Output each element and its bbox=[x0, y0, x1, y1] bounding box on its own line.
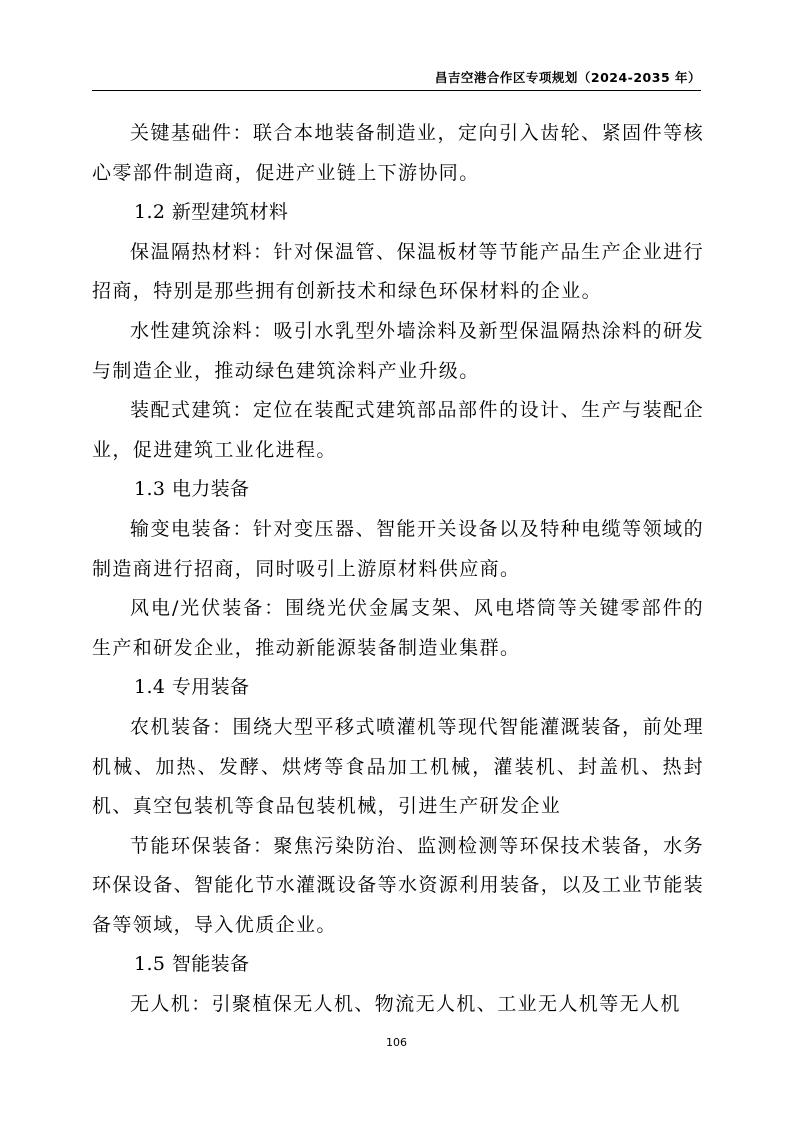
paragraph-environmental-equipment: 节能环保装备：聚焦污染防治、监测检测等环保技术装备，水务环保设备、智能化节水灌溉设备等水资源利用装备，以及工业节能装备等领域，导入优质企业。 bbox=[92, 834, 705, 936]
page-number: 106 bbox=[386, 1036, 407, 1049]
section-heading-1-3: 1.3 电力装备 bbox=[134, 478, 250, 501]
paragraph-drones: 无人机：引聚植保无人机、物流无人机、工业无人机等无人机 bbox=[130, 993, 681, 1016]
body-content bbox=[92, 114, 704, 1025]
paragraph-key-components: 关键基础件：联合本地装备制造业，定向引入齿轮、紧固件等核心零部件制造商，促进产业链上下游协同。 bbox=[92, 122, 704, 184]
section-heading-1-4: 1.4 专用装备 bbox=[134, 676, 250, 699]
page-header bbox=[92, 70, 701, 91]
section-heading-1-2: 1.2 新型建筑材料 bbox=[134, 201, 289, 224]
section-heading-1-5: 1.5 智能装备 bbox=[134, 953, 250, 976]
header-title: 昌吉空港合作区专项规划（2024-2035 年） bbox=[434, 70, 701, 85]
paragraph-power-transmission: 输变电装备：针对变压器、智能开关设备以及特种电缆等领域的制造商进行招商，同时吸引上游原材料供应商。 bbox=[92, 517, 704, 580]
paragraph-prefab-construction: 装配式建筑：定位在装配式建筑部品部件的设计、生产与装配企业，促进建筑工业化进程。 bbox=[92, 399, 704, 461]
paragraph-waterborne-coatings: 水性建筑涂料：吸引水乳型外墙涂料及新型保温隔热涂料的研发与制造企业，推动绿色建筑涂料产业升级。 bbox=[92, 319, 704, 382]
paragraph-agricultural-machinery: 农机装备：围绕大型平移式喷灌机等现代智能灌溉装备，前处理机械、加热、发酵、烘烤等食品加工机械，灌装机、封盖机、热封机、真空包装机等食品包装机械，引进生产研发企业 bbox=[92, 715, 704, 818]
paragraph-insulation-materials: 保温隔热材料：针对保温管、保温板材等节能产品生产企业进行招商，特别是那些拥有创新技术和绿色环保材料的企业。 bbox=[92, 240, 704, 303]
paragraph-wind-solar: 风电/光伏装备：围绕光伏金属支架、风电塔筒等关键零部件的生产和研发企业，推动新能源装备制造业集群。 bbox=[92, 597, 704, 659]
